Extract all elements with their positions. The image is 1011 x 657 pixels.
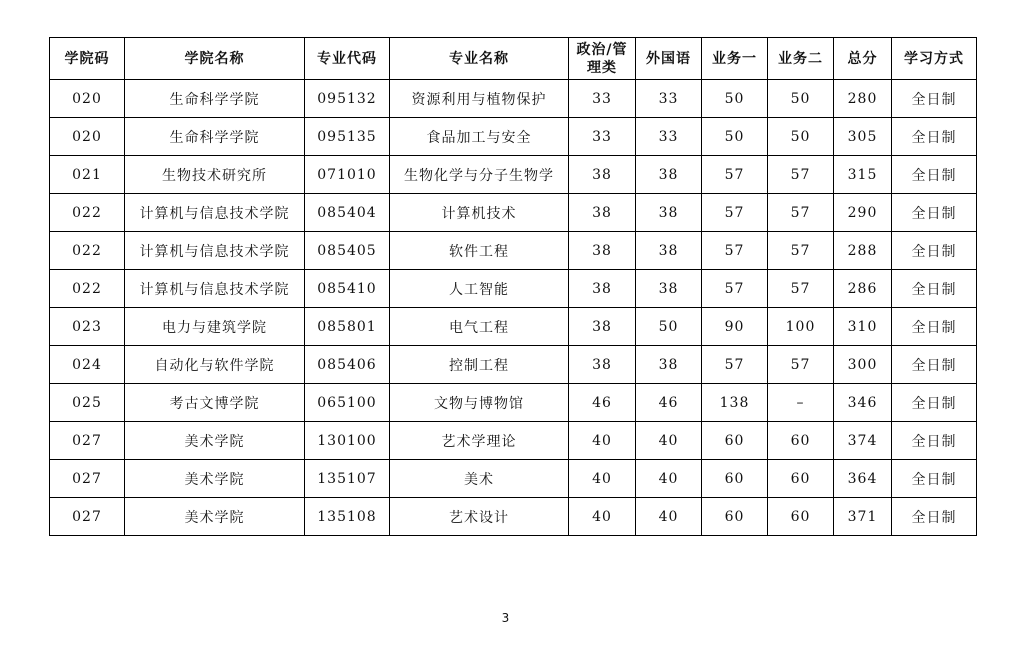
major-name-cell: 人工智能 xyxy=(390,270,569,308)
table-row xyxy=(50,384,977,422)
total-score-cell: 290 xyxy=(834,194,892,232)
politics-score-cell: 38 xyxy=(569,232,636,270)
college-name-cell: 美术学院 xyxy=(125,460,305,498)
header-total-score: 总分 xyxy=(834,38,892,80)
subject-two-score-cell: 57 xyxy=(768,194,834,232)
major-name-cell: 资源利用与植物保护 xyxy=(390,80,569,118)
major-name-cell: 食品加工与安全 xyxy=(390,118,569,156)
table-row xyxy=(50,460,977,498)
header-foreign-language: 外国语 xyxy=(636,38,702,80)
total-score-cell: 280 xyxy=(834,80,892,118)
major-name-cell: 计算机技术 xyxy=(390,194,569,232)
study-mode-cell: 全日制 xyxy=(892,498,977,536)
college-name-cell: 计算机与信息技术学院 xyxy=(125,232,305,270)
major-code-cell: 085405 xyxy=(305,232,390,270)
politics-score-cell: 38 xyxy=(569,308,636,346)
header-study-mode: 学习方式 xyxy=(892,38,977,80)
foreign-language-score-cell: 33 xyxy=(636,118,702,156)
major-name-cell: 生物化学与分子生物学 xyxy=(390,156,569,194)
total-score-cell: 300 xyxy=(834,346,892,384)
foreign-language-score-cell: 38 xyxy=(636,232,702,270)
table-row xyxy=(50,80,977,118)
subject-one-score-cell: 138 xyxy=(702,384,768,422)
table-row xyxy=(50,232,977,270)
foreign-language-score-cell: 38 xyxy=(636,270,702,308)
subject-one-score-cell: 50 xyxy=(702,80,768,118)
table-row xyxy=(50,118,977,156)
header-subject-one: 业务一 xyxy=(702,38,768,80)
college-name-cell: 自动化与软件学院 xyxy=(125,346,305,384)
study-mode-cell: 全日制 xyxy=(892,232,977,270)
politics-score-cell: 33 xyxy=(569,118,636,156)
college-code-cell: 022 xyxy=(50,232,125,270)
foreign-language-score-cell: 40 xyxy=(636,422,702,460)
college-name-cell: 计算机与信息技术学院 xyxy=(125,194,305,232)
subject-two-score-cell: 57 xyxy=(768,232,834,270)
study-mode-cell: 全日制 xyxy=(892,194,977,232)
politics-score-cell: 38 xyxy=(569,194,636,232)
subject-two-score-cell: 60 xyxy=(768,460,834,498)
total-score-cell: 374 xyxy=(834,422,892,460)
subject-two-score-cell: 57 xyxy=(768,346,834,384)
foreign-language-score-cell: 38 xyxy=(636,156,702,194)
politics-score-cell: 46 xyxy=(569,384,636,422)
subject-one-score-cell: 50 xyxy=(702,118,768,156)
study-mode-cell: 全日制 xyxy=(892,308,977,346)
study-mode-cell: 全日制 xyxy=(892,156,977,194)
major-name-cell: 软件工程 xyxy=(390,232,569,270)
major-code-cell: 095132 xyxy=(305,80,390,118)
college-code-cell: 021 xyxy=(50,156,125,194)
study-mode-cell: 全日制 xyxy=(892,460,977,498)
major-code-cell: 085404 xyxy=(305,194,390,232)
subject-two-score-cell: – xyxy=(768,384,834,422)
admission-score-table xyxy=(49,37,977,536)
table-row xyxy=(50,194,977,232)
subject-one-score-cell: 90 xyxy=(702,308,768,346)
study-mode-cell: 全日制 xyxy=(892,384,977,422)
politics-score-cell: 38 xyxy=(569,156,636,194)
total-score-cell: 286 xyxy=(834,270,892,308)
subject-one-score-cell: 57 xyxy=(702,346,768,384)
table-row xyxy=(50,346,977,384)
table-row xyxy=(50,498,977,536)
college-name-cell: 生命科学学院 xyxy=(125,118,305,156)
major-code-cell: 065100 xyxy=(305,384,390,422)
politics-score-cell: 38 xyxy=(569,346,636,384)
header-major-name: 专业名称 xyxy=(390,38,569,80)
subject-one-score-cell: 57 xyxy=(702,232,768,270)
major-code-cell: 095135 xyxy=(305,118,390,156)
foreign-language-score-cell: 38 xyxy=(636,194,702,232)
foreign-language-score-cell: 50 xyxy=(636,308,702,346)
total-score-cell: 305 xyxy=(834,118,892,156)
study-mode-cell: 全日制 xyxy=(892,422,977,460)
subject-one-score-cell: 60 xyxy=(702,422,768,460)
college-name-cell: 美术学院 xyxy=(125,498,305,536)
major-name-cell: 控制工程 xyxy=(390,346,569,384)
major-name-cell: 艺术设计 xyxy=(390,498,569,536)
politics-score-cell: 38 xyxy=(569,270,636,308)
total-score-cell: 364 xyxy=(834,460,892,498)
header-major-code: 专业代码 xyxy=(305,38,390,80)
college-code-cell: 027 xyxy=(50,422,125,460)
politics-score-cell: 40 xyxy=(569,498,636,536)
college-name-cell: 美术学院 xyxy=(125,422,305,460)
header-row xyxy=(50,38,977,80)
politics-score-cell: 40 xyxy=(569,422,636,460)
subject-two-score-cell: 60 xyxy=(768,498,834,536)
college-code-cell: 023 xyxy=(50,308,125,346)
major-name-cell: 艺术学理论 xyxy=(390,422,569,460)
subject-one-score-cell: 57 xyxy=(702,194,768,232)
subject-two-score-cell: 57 xyxy=(768,156,834,194)
politics-score-cell: 40 xyxy=(569,460,636,498)
college-code-cell: 027 xyxy=(50,460,125,498)
foreign-language-score-cell: 33 xyxy=(636,80,702,118)
college-code-cell: 027 xyxy=(50,498,125,536)
table-row xyxy=(50,270,977,308)
college-code-cell: 025 xyxy=(50,384,125,422)
table-body xyxy=(50,80,977,536)
major-code-cell: 085406 xyxy=(305,346,390,384)
foreign-language-score-cell: 38 xyxy=(636,346,702,384)
total-score-cell: 371 xyxy=(834,498,892,536)
foreign-language-score-cell: 40 xyxy=(636,498,702,536)
college-code-cell: 020 xyxy=(50,118,125,156)
study-mode-cell: 全日制 xyxy=(892,270,977,308)
major-name-cell: 美术 xyxy=(390,460,569,498)
subject-two-score-cell: 50 xyxy=(768,118,834,156)
total-score-cell: 310 xyxy=(834,308,892,346)
college-name-cell: 生命科学学院 xyxy=(125,80,305,118)
study-mode-cell: 全日制 xyxy=(892,118,977,156)
table-row xyxy=(50,422,977,460)
subject-one-score-cell: 57 xyxy=(702,156,768,194)
total-score-cell: 346 xyxy=(834,384,892,422)
header-college-code: 学院码 xyxy=(50,38,125,80)
major-code-cell: 071010 xyxy=(305,156,390,194)
study-mode-cell: 全日制 xyxy=(892,80,977,118)
subject-one-score-cell: 60 xyxy=(702,460,768,498)
major-code-cell: 135108 xyxy=(305,498,390,536)
study-mode-cell: 全日制 xyxy=(892,346,977,384)
major-code-cell: 085801 xyxy=(305,308,390,346)
header-politics-management: 政治/管理类 xyxy=(569,38,636,80)
college-code-cell: 022 xyxy=(50,194,125,232)
major-code-cell: 130100 xyxy=(305,422,390,460)
header-college-name: 学院名称 xyxy=(125,38,305,80)
subject-one-score-cell: 60 xyxy=(702,498,768,536)
table-row xyxy=(50,156,977,194)
major-name-cell: 电气工程 xyxy=(390,308,569,346)
college-code-cell: 022 xyxy=(50,270,125,308)
major-name-cell: 文物与博物馆 xyxy=(390,384,569,422)
college-name-cell: 生物技术研究所 xyxy=(125,156,305,194)
college-name-cell: 电力与建筑学院 xyxy=(125,308,305,346)
subject-two-score-cell: 57 xyxy=(768,270,834,308)
header-subject-two: 业务二 xyxy=(768,38,834,80)
college-name-cell: 考古文博学院 xyxy=(125,384,305,422)
total-score-cell: 315 xyxy=(834,156,892,194)
college-name-cell: 计算机与信息技术学院 xyxy=(125,270,305,308)
table-row xyxy=(50,308,977,346)
subject-two-score-cell: 60 xyxy=(768,422,834,460)
subject-two-score-cell: 100 xyxy=(768,308,834,346)
politics-score-cell: 33 xyxy=(569,80,636,118)
major-code-cell: 135107 xyxy=(305,460,390,498)
page-number: 3 xyxy=(501,611,510,625)
foreign-language-score-cell: 40 xyxy=(636,460,702,498)
subject-two-score-cell: 50 xyxy=(768,80,834,118)
total-score-cell: 288 xyxy=(834,232,892,270)
college-code-cell: 024 xyxy=(50,346,125,384)
college-code-cell: 020 xyxy=(50,80,125,118)
foreign-language-score-cell: 46 xyxy=(636,384,702,422)
major-code-cell: 085410 xyxy=(305,270,390,308)
subject-one-score-cell: 57 xyxy=(702,270,768,308)
